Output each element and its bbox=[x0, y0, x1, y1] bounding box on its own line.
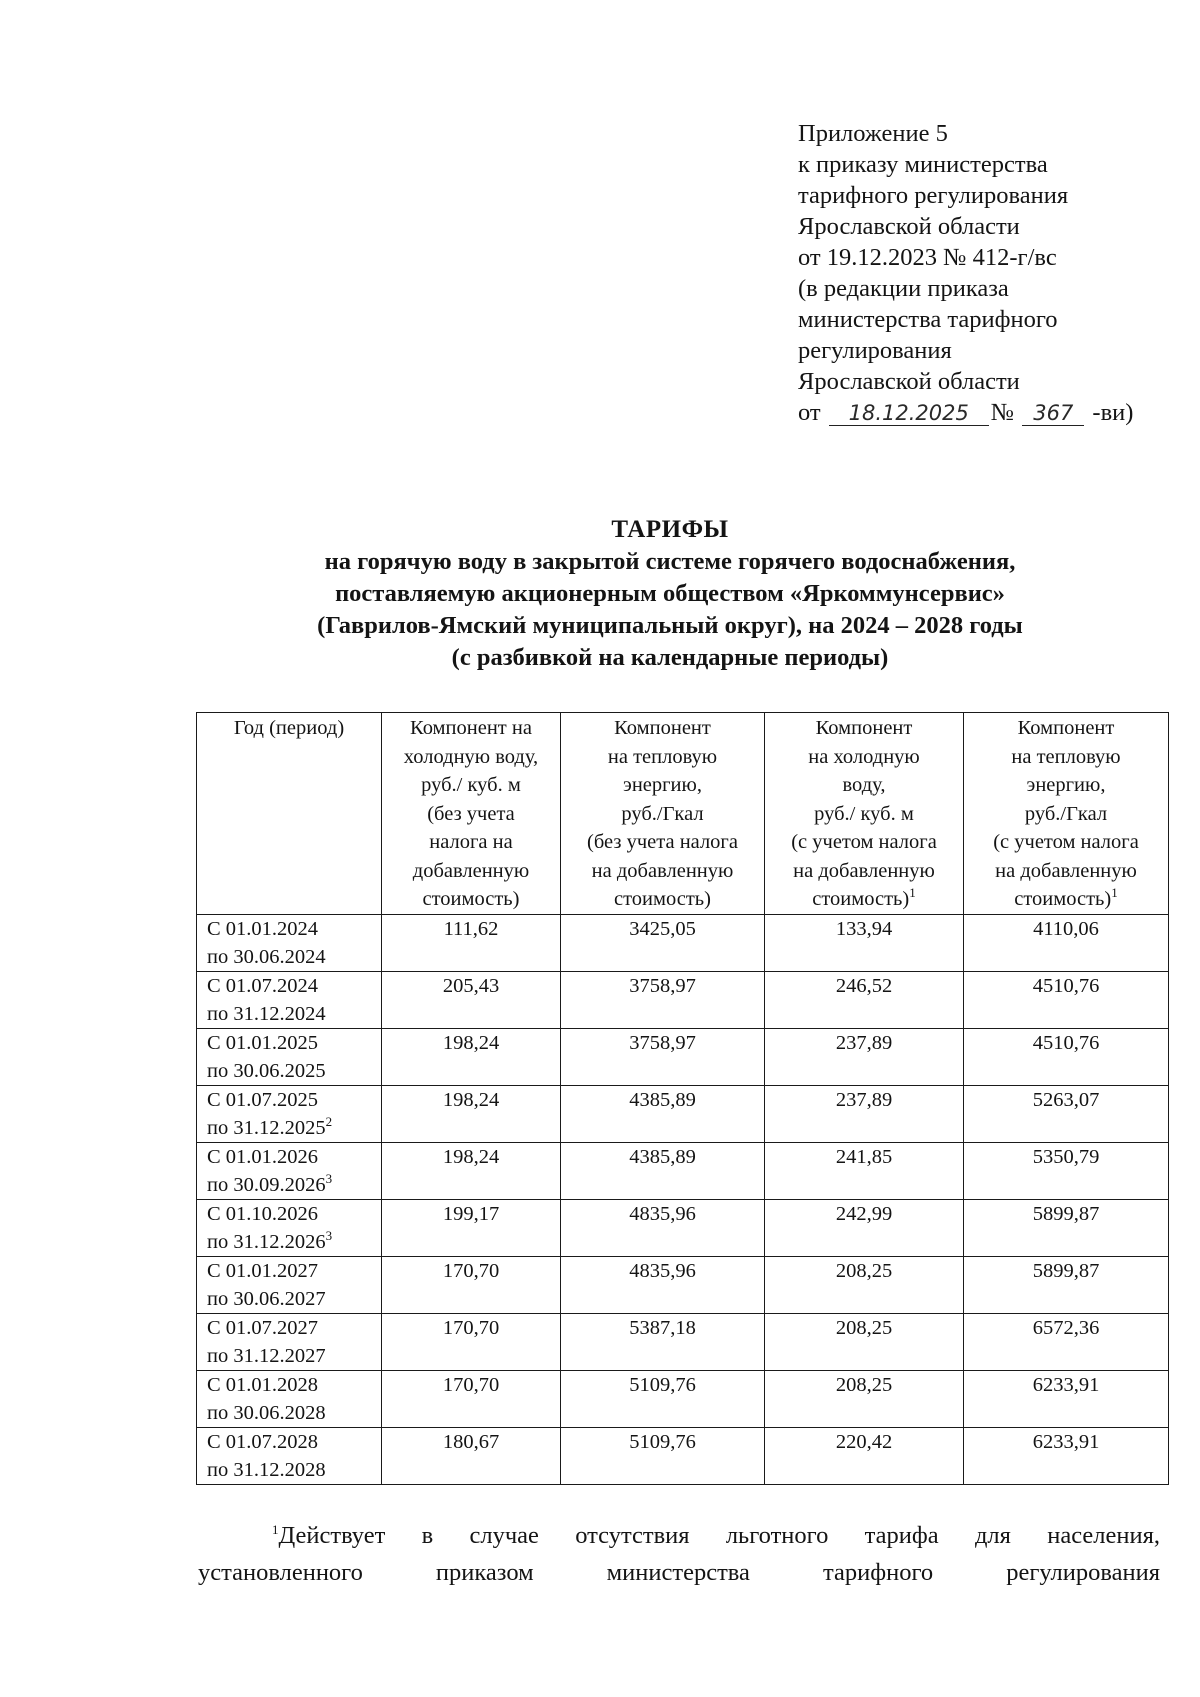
amendment-prefix: от bbox=[798, 399, 821, 426]
period-from: С 01.07.2024 bbox=[207, 974, 319, 997]
table-row bbox=[197, 1256, 1169, 1313]
value-cell: 242,99 bbox=[765, 1199, 964, 1256]
header-line: Ярославской области bbox=[798, 213, 1020, 240]
value-cell: 4510,76 bbox=[964, 971, 1169, 1028]
footnote-line: установленного приказом министерства тарифного регулирования bbox=[198, 1559, 1160, 1586]
header-text-line: (с учетом налога bbox=[993, 831, 1139, 853]
value-cell: 246,52 bbox=[765, 971, 964, 1028]
value-cell: 6233,91 bbox=[964, 1370, 1169, 1427]
header-text-line: на тепловую bbox=[1011, 745, 1121, 768]
footnote-ref: 2 bbox=[325, 1113, 333, 1129]
table-row bbox=[197, 1370, 1169, 1427]
header-text-line: Год (период) bbox=[233, 717, 345, 739]
header-text-line: на добавленную bbox=[793, 859, 935, 882]
period-to: по 30.06.2027 bbox=[207, 1287, 326, 1310]
value-cell: 237,89 bbox=[765, 1028, 964, 1085]
header-line: Ярославской области bbox=[798, 368, 1020, 395]
header-text-line: Компонент bbox=[815, 717, 913, 739]
header-text-line: руб./ куб. м bbox=[421, 774, 521, 796]
period-to: по 30.06.2028 bbox=[207, 1401, 326, 1424]
value-cell: 4835,96 bbox=[561, 1199, 765, 1256]
footnote bbox=[198, 1517, 1160, 1591]
value-cell: 180,67 bbox=[382, 1427, 561, 1484]
period-cell bbox=[197, 1028, 382, 1085]
value-cell: 6572,36 bbox=[964, 1313, 1169, 1370]
period-from: С 01.01.2025 bbox=[207, 1031, 319, 1054]
value-cell: 5899,87 bbox=[964, 1256, 1169, 1313]
value-cell: 5263,07 bbox=[964, 1085, 1169, 1142]
period-from: С 01.01.2027 bbox=[207, 1259, 319, 1282]
value-cell: 241,85 bbox=[765, 1142, 964, 1199]
title-line: (с разбивкой на календарные периоды) bbox=[451, 644, 889, 671]
period-cell bbox=[197, 914, 382, 971]
value-cell: 133,94 bbox=[765, 914, 964, 971]
header-line: (в редакции приказа bbox=[798, 275, 1009, 302]
period-cell bbox=[197, 1256, 382, 1313]
header-text-line: на добавленную bbox=[591, 859, 734, 882]
handwritten-date: 18.12.2025 bbox=[829, 401, 989, 426]
period-to: по 30.06.2024 bbox=[207, 945, 326, 968]
footnote-line: $^1$Действует в случае отсутствия льготного тарифа для населения, bbox=[272, 1521, 1160, 1549]
table-row bbox=[197, 1199, 1169, 1256]
period-from: С 01.01.2024 bbox=[207, 917, 319, 940]
period-to: по 30.09.2026 bbox=[207, 1173, 326, 1196]
value-cell: 5387,18 bbox=[561, 1313, 765, 1370]
header-text-line: воду, bbox=[842, 774, 886, 796]
title-line: поставляемую акционерным обществом «Яркоммунсервис» bbox=[335, 580, 1005, 607]
column-header bbox=[964, 713, 1169, 915]
title-line: (Гаврилов-Ямский муниципальный округ), на 2024 – 2028 годы bbox=[317, 612, 1023, 639]
header-line: Приложение 5 bbox=[798, 120, 948, 147]
value-cell: 3425,05 bbox=[561, 914, 765, 971]
header-text-line: (с учетом налога bbox=[791, 831, 937, 853]
header-text-line: руб./Гкал bbox=[621, 802, 704, 825]
period-from: С 01.07.2025 bbox=[207, 1088, 319, 1111]
header-line: к приказу министерства bbox=[798, 151, 1048, 178]
header-line: регулирования bbox=[798, 337, 952, 364]
value-cell: 208,25 bbox=[765, 1256, 964, 1313]
header-text-line: налога на bbox=[429, 831, 513, 853]
header-text-line: энергию, bbox=[623, 774, 702, 796]
period-cell bbox=[197, 1142, 382, 1199]
period-to: по 31.12.2028 bbox=[207, 1458, 326, 1481]
period-from: С 01.01.2026 bbox=[207, 1145, 319, 1168]
value-cell: 208,25 bbox=[765, 1313, 964, 1370]
value-cell: 170,70 bbox=[382, 1256, 561, 1313]
table-row bbox=[197, 1028, 1169, 1085]
period-to: по 30.06.2025 bbox=[207, 1059, 326, 1082]
title-main: ТАРИФЫ bbox=[611, 516, 729, 543]
header-text-line: холодную воду, bbox=[403, 745, 539, 768]
table-header-row bbox=[197, 713, 1169, 915]
value-cell: 208,25 bbox=[765, 1370, 964, 1427]
table-row bbox=[197, 1085, 1169, 1142]
table-row bbox=[197, 914, 1169, 971]
value-cell: 198,24 bbox=[382, 1142, 561, 1199]
table-row bbox=[197, 1142, 1169, 1199]
period-to: по 31.12.2026 bbox=[207, 1230, 326, 1253]
header-amendment-line bbox=[798, 397, 1158, 428]
amendment-suffix: -ви) bbox=[1092, 399, 1134, 426]
document-title bbox=[150, 514, 1190, 674]
value-cell: 205,43 bbox=[382, 971, 561, 1028]
value-cell: 111,62 bbox=[382, 914, 561, 971]
value-cell: 198,24 bbox=[382, 1028, 561, 1085]
period-to: по 31.12.2025 bbox=[207, 1116, 326, 1139]
period-from: С 01.07.2027 bbox=[207, 1316, 319, 1339]
value-cell: 5109,76 bbox=[561, 1427, 765, 1484]
value-cell: 237,89 bbox=[765, 1085, 964, 1142]
table-row bbox=[197, 1427, 1169, 1484]
value-cell: 220,42 bbox=[765, 1427, 964, 1484]
table-row bbox=[197, 1313, 1169, 1370]
period-cell bbox=[197, 1199, 382, 1256]
period-from: С 01.10.2026 bbox=[207, 1202, 319, 1225]
header-text-line: (без учета bbox=[427, 802, 515, 825]
period-to: по 31.12.2024 bbox=[207, 1002, 326, 1025]
table-body bbox=[197, 914, 1169, 1484]
column-header bbox=[765, 713, 964, 915]
header-text-line: Компонент bbox=[1017, 717, 1115, 739]
header-text-line: (без учета налога bbox=[587, 831, 738, 853]
handwritten-number: 367 bbox=[1022, 401, 1084, 426]
header-line: от 19.12.2023 № 412-г/вс bbox=[798, 244, 1057, 271]
header-text-line: Компонент на bbox=[410, 717, 532, 739]
footnote-ref: 1 bbox=[909, 885, 916, 901]
header-text-line: руб./ куб. м bbox=[814, 802, 914, 825]
header-text-line: добавленную bbox=[412, 859, 530, 882]
value-cell: 4385,89 bbox=[561, 1085, 765, 1142]
column-header bbox=[382, 713, 561, 915]
value-cell: 4510,76 bbox=[964, 1028, 1169, 1085]
period-from: С 01.07.2028 bbox=[207, 1430, 319, 1453]
header-line: министерства тарифного bbox=[798, 306, 1058, 333]
header-text-line: стоимость) bbox=[812, 888, 910, 910]
period-to: по 31.12.2027 bbox=[207, 1344, 326, 1367]
value-cell: 4385,89 bbox=[561, 1142, 765, 1199]
period-cell bbox=[197, 1085, 382, 1142]
value-cell: 4110,06 bbox=[964, 914, 1169, 971]
title-line: на горячую воду в закрытой системе горячего водоснабжения, bbox=[324, 548, 1016, 575]
value-cell: 170,70 bbox=[382, 1370, 561, 1427]
period-cell bbox=[197, 971, 382, 1028]
value-cell: 3758,97 bbox=[561, 971, 765, 1028]
number-sign: № bbox=[990, 399, 1015, 426]
value-cell: 3758,97 bbox=[561, 1028, 765, 1085]
header-text-line: на добавленную bbox=[995, 859, 1137, 882]
column-header bbox=[561, 713, 765, 915]
table-row bbox=[197, 971, 1169, 1028]
header-text-line: руб./Гкал bbox=[1024, 802, 1108, 825]
header-text-line: энергию, bbox=[1026, 774, 1106, 796]
period-cell bbox=[197, 1313, 382, 1370]
value-cell: 199,17 bbox=[382, 1199, 561, 1256]
appendix-header bbox=[798, 118, 1158, 428]
value-cell: 5109,76 bbox=[561, 1370, 765, 1427]
value-cell: 6233,91 bbox=[964, 1427, 1169, 1484]
header-text-line: на тепловую bbox=[607, 745, 718, 768]
header-text-line: на холодную bbox=[808, 745, 920, 768]
header-text-line: стоимость) bbox=[614, 888, 711, 910]
tariffs-table bbox=[196, 712, 1169, 1485]
period-cell bbox=[197, 1370, 382, 1427]
footnote-ref: 3 bbox=[325, 1170, 333, 1186]
footnote-ref: 3 bbox=[325, 1227, 333, 1243]
column-header bbox=[197, 713, 382, 915]
footnote-ref: 1 bbox=[1111, 885, 1118, 901]
header-text-line: стоимость) bbox=[422, 888, 520, 910]
period-from: С 01.01.2028 bbox=[207, 1373, 319, 1396]
header-text-line: Компонент bbox=[614, 717, 711, 739]
footnote-mark: 1 bbox=[272, 1521, 279, 1537]
header-line: тарифного регулирования bbox=[798, 182, 1069, 209]
header-text-line: стоимость) bbox=[1014, 888, 1112, 910]
value-cell: 170,70 bbox=[382, 1313, 561, 1370]
value-cell: 5350,79 bbox=[964, 1142, 1169, 1199]
period-cell bbox=[197, 1427, 382, 1484]
value-cell: 198,24 bbox=[382, 1085, 561, 1142]
value-cell: 4835,96 bbox=[561, 1256, 765, 1313]
value-cell: 5899,87 bbox=[964, 1199, 1169, 1256]
